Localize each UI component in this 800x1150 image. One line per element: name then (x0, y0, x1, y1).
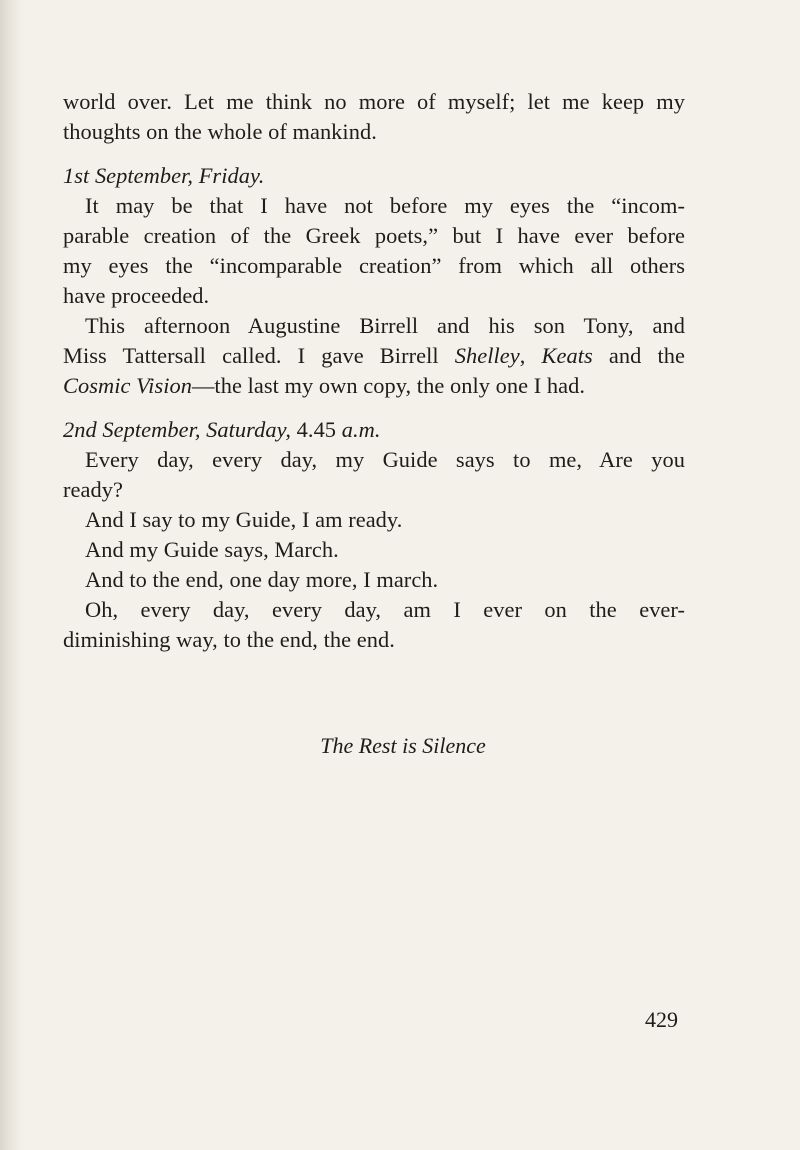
entry-date-heading (63, 415, 685, 445)
section-title: The Rest is Silence (320, 733, 486, 758)
book-title-shelley: Shelley (454, 343, 520, 368)
text-line: This afternoon Augustine Birrell and his son Tony, and (85, 313, 685, 338)
text-line: parable creation of the Greek poets,” but I have ever before (63, 223, 685, 248)
entry-date-day: 2nd (63, 417, 97, 442)
text-run: —the last my own copy, the only one I had. (191, 373, 586, 398)
entry-date-day: 1st (63, 163, 90, 188)
entry-date-rest: September, Saturday, (102, 417, 292, 442)
text-line: Every day, every day, my Guide says to me, Are you (85, 447, 685, 472)
text-line: have proceeded. (63, 283, 210, 308)
book-title-cosmic-vision: Cosmic Vision (63, 373, 192, 398)
text-line: world over. Let me think no more of myself; let me keep my (63, 89, 685, 114)
entry-date-heading (63, 161, 685, 191)
text-line (63, 371, 685, 401)
text-line: And I say to my Guide, I am ready. (85, 507, 403, 532)
text-line: thoughts on the whole of mankind. (63, 119, 377, 144)
text-run: Miss Tattersall called. I gave Birrell (63, 343, 455, 368)
text-line: And to the end, one day more, I march. (85, 567, 439, 592)
text-line: ready? (63, 477, 123, 502)
text-line: Oh, every day, every day, am I ever on the ever- (85, 597, 685, 622)
text-line: And my Guide says, March. (85, 537, 339, 562)
entry-gap (63, 147, 685, 161)
entry-date-rest: September, Friday. (94, 163, 265, 188)
entry-gap (63, 401, 685, 415)
diary-text (63, 87, 685, 655)
text-run: and the (592, 343, 686, 368)
entry-time: 4.45 (296, 417, 337, 442)
book-title-keats: Keats (541, 343, 593, 368)
page-edge-shadow (0, 0, 22, 1150)
text-line: diminishing way, to the end, the end. (63, 627, 395, 652)
text-line: It may be that I have not before my eyes the “incom- (85, 193, 685, 218)
entry-time-ampm: a.m. (341, 417, 381, 442)
text-line (63, 341, 685, 371)
page-number: 429 (645, 1007, 678, 1032)
text-run: , (519, 343, 542, 368)
text-line: my eyes the “incomparable creation” from which all others (63, 253, 685, 278)
